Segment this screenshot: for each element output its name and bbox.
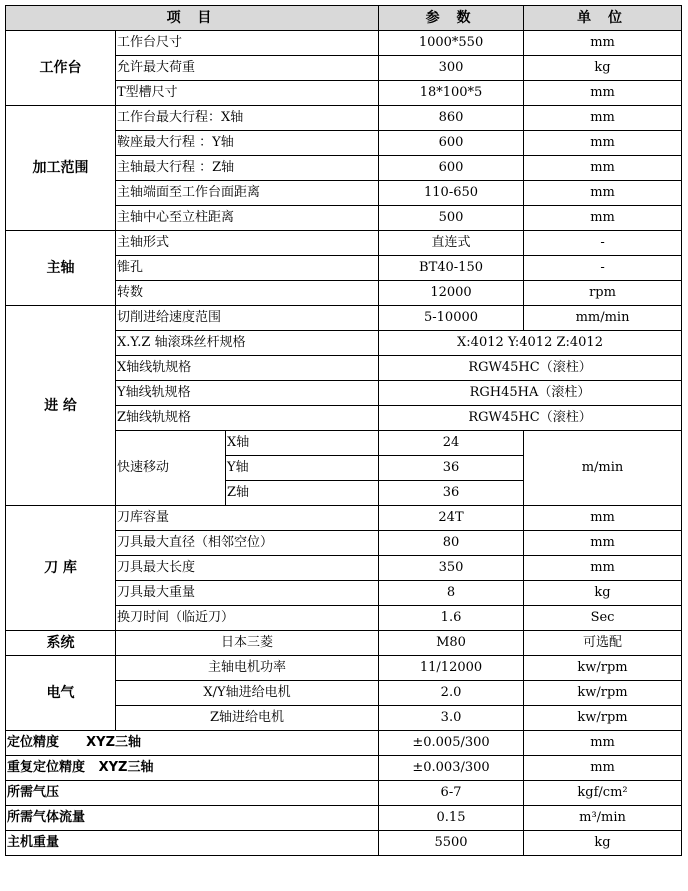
spec-unit: kgf/cm² [524, 781, 682, 806]
category-range: 加工范围 [6, 106, 116, 231]
table-row [6, 781, 682, 806]
spec-unit: mm [524, 531, 682, 556]
spec-unit: kw/rpm [524, 681, 682, 706]
spec-name: 转数 [116, 281, 379, 306]
spec-unit: m³/min [524, 806, 682, 831]
spec-value: 6-7 [379, 781, 524, 806]
spec-name: Z轴进给电机 [116, 706, 379, 731]
spec-value: 5500 [379, 831, 524, 856]
spec-unit: mm [524, 131, 682, 156]
spec-value: BT40-150 [379, 256, 524, 281]
spec-value: X:4012 Y:4012 Z:4012 [379, 331, 682, 356]
spec-name: 主轴最大行程 ：Z轴 [116, 156, 379, 181]
category-system: 系统 [6, 631, 116, 656]
spec-unit: kg [524, 831, 682, 856]
spec-name: 工作台最大行程：X轴 [116, 106, 379, 131]
table-row [6, 756, 682, 781]
rapid-axis: Z轴 [226, 481, 379, 506]
spec-unit: 可选配 [524, 631, 682, 656]
table-row [6, 731, 682, 756]
spec-name: 主轴中心至立柱距离 [116, 206, 379, 231]
category-electric: 电气 [6, 656, 116, 731]
table-row [6, 506, 682, 531]
spec-unit: mm [524, 206, 682, 231]
spec-unit: kg [524, 581, 682, 606]
table-row [6, 106, 682, 131]
spec-value: 11/12000 [379, 656, 524, 681]
spec-name: X轴线轨规格 [116, 356, 379, 381]
spec-name: 工作台尺寸 [116, 31, 379, 56]
table-row [6, 631, 682, 656]
category-magazine: 刀 库 [6, 506, 116, 631]
spec-value: 80 [379, 531, 524, 556]
spec-unit: mm [524, 31, 682, 56]
spec-name: X.Y.Z 轴滚珠丝杆规格 [116, 331, 379, 356]
spec-value: RGW45HC（滚柱） [379, 406, 682, 431]
spec-unit: rpm [524, 281, 682, 306]
table-row [6, 31, 682, 56]
spec-unit: kw/rpm [524, 656, 682, 681]
spec-value: 1.6 [379, 606, 524, 631]
spec-name: 重复定位精度 XYZ三轴 [6, 756, 379, 781]
spec-value: 12000 [379, 281, 524, 306]
spec-value: M80 [379, 631, 524, 656]
spec-value: 2.0 [379, 681, 524, 706]
header-item: 项 目 [6, 6, 379, 31]
header-unit: 单 位 [524, 6, 682, 31]
spec-value: ±0.005/300 [379, 731, 524, 756]
spec-name: 日本三菱 [116, 631, 379, 656]
spec-name: Z轴线轨规格 [116, 406, 379, 431]
spec-unit: mm [524, 731, 682, 756]
spec-unit: mm [524, 181, 682, 206]
spec-unit: m/min [524, 431, 682, 506]
spec-value: 36 [379, 456, 524, 481]
spec-name: 定位精度 XYZ三轴 [6, 731, 379, 756]
header-row [6, 6, 682, 31]
spec-value: ±0.003/300 [379, 756, 524, 781]
spec-name: X/Y轴进给电机 [116, 681, 379, 706]
spec-unit: mm [524, 756, 682, 781]
category-feed: 进 给 [6, 306, 116, 506]
spec-name: 刀具最大重量 [116, 581, 379, 606]
spec-name: 刀具最大长度 [116, 556, 379, 581]
spec-unit: mm [524, 506, 682, 531]
spec-name: 锥孔 [116, 256, 379, 281]
spec-unit: mm [524, 106, 682, 131]
spec-name: 所需气体流量 [6, 806, 379, 831]
spec-name: 刀具最大直径（相邻空位） [116, 531, 379, 556]
spec-value: 0.15 [379, 806, 524, 831]
spec-value: 3.0 [379, 706, 524, 731]
spec-name: 主轴端面至工作台面距离 [116, 181, 379, 206]
spec-unit: Sec [524, 606, 682, 631]
spec-unit: mm/min [524, 306, 682, 331]
spec-name: 换刀时间（临近刀） [116, 606, 379, 631]
spec-name: 刀库容量 [116, 506, 379, 531]
spec-name: 鞍座最大行程 ：Y轴 [116, 131, 379, 156]
spec-value: 24 [379, 431, 524, 456]
spec-value: 350 [379, 556, 524, 581]
spec-value: 500 [379, 206, 524, 231]
spec-value: 直连式 [379, 231, 524, 256]
spec-value: 1000*550 [379, 31, 524, 56]
spec-value: 36 [379, 481, 524, 506]
spec-value: 24T [379, 506, 524, 531]
spec-value: 300 [379, 56, 524, 81]
spec-value: 600 [379, 156, 524, 181]
spec-name: Y轴线轨规格 [116, 381, 379, 406]
spec-unit: mm [524, 81, 682, 106]
rapid-axis: X轴 [226, 431, 379, 456]
spec-name: T型槽尺寸 [116, 81, 379, 106]
table-row [6, 831, 682, 856]
category-worktable: 工作台 [6, 31, 116, 106]
spec-unit: mm [524, 556, 682, 581]
spec-unit: kg [524, 56, 682, 81]
spec-unit: mm [524, 156, 682, 181]
spec-unit: kw/rpm [524, 706, 682, 731]
spec-value: 110-650 [379, 181, 524, 206]
spec-unit: - [524, 256, 682, 281]
spec-value: 18*100*5 [379, 81, 524, 106]
table-row [6, 806, 682, 831]
spec-name: 主轴形式 [116, 231, 379, 256]
table-row [6, 656, 682, 681]
spec-value: 5-10000 [379, 306, 524, 331]
category-spindle: 主轴 [6, 231, 116, 306]
spec-name: 允许最大荷重 [116, 56, 379, 81]
spec-value: 600 [379, 131, 524, 156]
rapid-move-label: 快速移动 [116, 431, 226, 506]
table-row [6, 231, 682, 256]
spec-value: RGH45HA（滚柱） [379, 381, 682, 406]
spec-unit: - [524, 231, 682, 256]
spec-table [5, 5, 682, 856]
spec-name: 切削进给速度范围 [116, 306, 379, 331]
spec-value: 860 [379, 106, 524, 131]
header-param: 参 数 [379, 6, 524, 31]
spec-value: RGW45HC（滚柱） [379, 356, 682, 381]
spec-name: 主轴电机功率 [116, 656, 379, 681]
spec-name: 所需气压 [6, 781, 379, 806]
spec-value: 8 [379, 581, 524, 606]
table-row [6, 306, 682, 331]
spec-name: 主机重量 [6, 831, 379, 856]
rapid-axis: Y轴 [226, 456, 379, 481]
